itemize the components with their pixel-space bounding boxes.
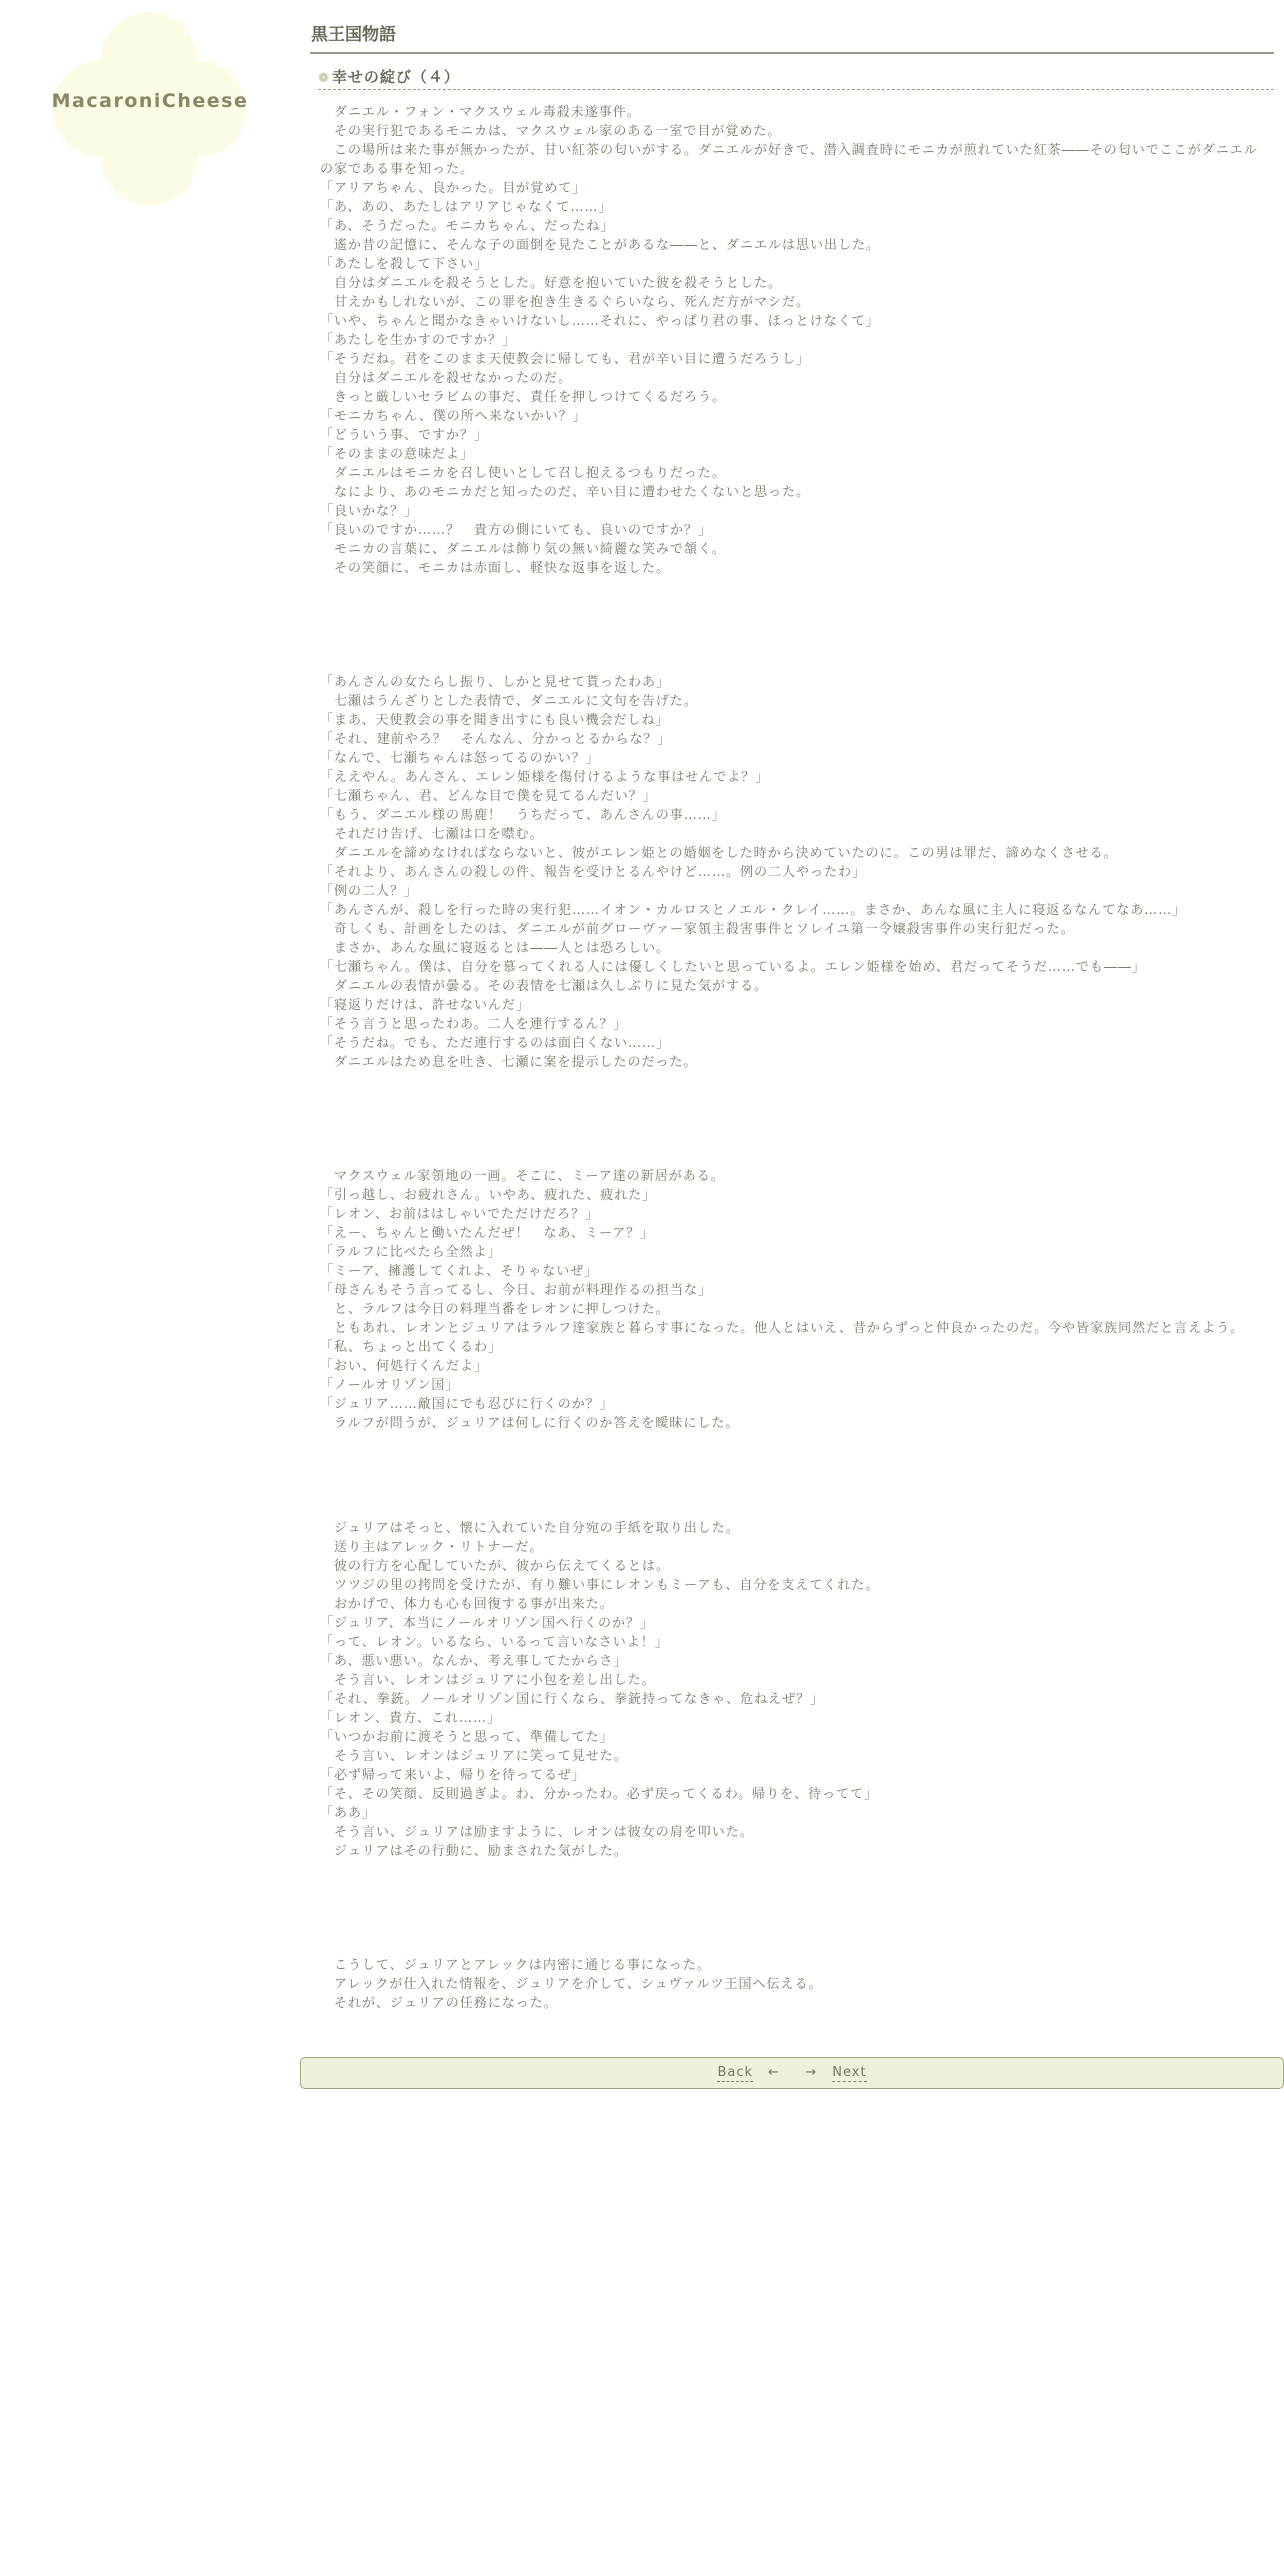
story-line: 「まあ、天使教会の事を聞き出すにも良い機会だしね」 [320, 713, 670, 728]
story-line: 「えー、ちゃんと働いたんだぜ！ なあ、ミーア？」 [320, 1226, 655, 1241]
story-line: ツツジの里の拷問を受けたが、有り難い事にレオンもミーアも、自分を支えてくれた。 [320, 1578, 880, 1593]
story-line: 「レオン、貴方、これ……」 [320, 1711, 501, 1726]
story-line: ダニエルはため息を吐き、七瀬に案を提示したのだった。 [320, 1055, 698, 1070]
story-line: 「良いかな？」 [320, 504, 419, 519]
story-line: その笑顔に、モニカは赤面し、軽快な返事を返した。 [320, 561, 671, 576]
story-line: ダニエルの表情が曇る。その表情を七瀬は久しぶりに見た気がする。 [320, 979, 769, 994]
story-line: その実行犯であるモニカは、マクスウェル家のある一室で目が覚めた。 [320, 124, 782, 139]
story-line: そう言い、ジュリアは励ますように、レオンは彼女の肩を叩いた。 [320, 1825, 754, 1840]
story-line: 「ノールオリゾン国」 [320, 1378, 460, 1393]
story-line: 「レオン、お前ははしゃいでただけだろ？」 [320, 1207, 599, 1222]
story-line: それが、ジュリアの任務になった。 [320, 1996, 558, 2011]
story-line: 「それ、拳銃。ノールオリゾン国に行くなら、拳銃持ってなきゃ、危ねえぜ？」 [320, 1692, 825, 1707]
story-line: 「いや、ちゃんと聞かなきゃいけないし……それに、やっぱり君の事、ほっとけなくて」 [320, 314, 880, 329]
story-line: 「ジュリア、本当にノールオリゾン国へ行くのか？」 [320, 1616, 655, 1631]
story-line: 「必ず帰って来いよ、帰りを待ってるぜ」 [320, 1768, 586, 1783]
story-line: ジュリアはそっと、懐に入れていた自分宛の手紙を取り出した。 [320, 1521, 740, 1536]
story-line: 「例の二人？」 [320, 884, 419, 899]
story-line: 「いつかお前に渡そうと思って、準備してた」 [320, 1730, 614, 1745]
story-line: と、ラルフは今日の料理当番をレオンに押しつけた。 [320, 1302, 670, 1317]
story-line: 「ええやん。あんさん、エレン姫様を傷付けるような事はせんでよ？」 [320, 770, 770, 785]
story-line: ダニエルはモニカを召し使いとして召し抱えるつもりだった。 [320, 466, 726, 481]
story-line: こうして、ジュリアとアレックは内密に通じる事になった。 [320, 1958, 711, 1973]
story-line: 「あ、そうだった。モニカちゃん、だったね」 [320, 219, 615, 234]
story-line: 「ジュリア……敵国にでも忍びに行くのか？」 [320, 1397, 614, 1412]
story-line: 「寝返りだけは、許せないんだ」 [320, 998, 531, 1013]
story-line: ラルフが問うが、ジュリアは何しに行くのか答えを曖昧にした。 [320, 1416, 740, 1431]
section-break [320, 1433, 1266, 1519]
story-line: 甘えかもしれないが、この罪を抱き生きるぐらいなら、死んだ方がマシだ。 [320, 295, 811, 310]
story-line: 「良いのですか……？ 貴方の側にいても、良いのですか？」 [320, 523, 713, 538]
story-line: 「あ、あの、あたしはアリアじゃなくて……」 [320, 200, 613, 215]
story-line: 「ラルフに比べたら全然よ」 [320, 1245, 502, 1260]
story-line: 「あんさんの女たらし振り、しかと見せて貰ったわあ」 [320, 675, 671, 690]
story-line: 彼の行方を心配していたが、彼から伝えてくるとは。 [320, 1559, 671, 1574]
story-line: 自分はダニエルを殺せなかったのだ。 [320, 371, 573, 386]
chapter-title [318, 66, 1274, 90]
story-line: 「そのままの意味だよ」 [320, 447, 475, 462]
story-line: 「それより、あんさんの殺しの件、報告を受けとるんやけど……。例の二人やったわ」 [320, 865, 867, 880]
site-title: 黒王国物語 [310, 24, 1274, 54]
story-line: 「なんで、七瀬ちゃんは怒ってるのかい？」 [320, 751, 600, 766]
story-line: 「ああ」 [320, 1806, 377, 1821]
story-line: ダニエルを諦めなければならないと、彼がエレン姫との婚姻をした時から決めていたのに。この男は罪だ、諦めなくさせる。 [320, 846, 1118, 861]
story-line: モニカの言葉に、ダニエルは飾り気の無い綺麗な笑みで頷く。 [320, 542, 726, 557]
story-line: この場所は来た事が無かったが、甘い紅茶の匂いがする。ダニエルが好きで、潜入調査時にモニカが煎れていた紅茶――その匂いでここがダニエルの家である事を知った。 [320, 143, 1258, 177]
story-line: 「そ、その笑顔、反則過ぎよ。わ、分かったわ。必ず戻ってくるわ。帰りを、待ってて」 [320, 1787, 879, 1802]
story-line: 「ミーア、擁護してくれよ、そりゃないぜ」 [320, 1264, 599, 1279]
story-line: 「母さんもそう言ってるし、今日、お前が料理作るの担当な」 [320, 1283, 713, 1298]
site-logo[interactable]: MacaroniCheese [51, 90, 249, 112]
story-line: そう言い、レオンはジュリアに笑って見せた。 [320, 1749, 628, 1764]
next-link[interactable]: Next [832, 2065, 867, 2080]
story-line: それだけ告げ、七瀬は口を噤む。 [320, 827, 544, 842]
story-line: 「あたしを殺して下さい」 [320, 257, 489, 272]
story-line: 「もう、ダニエル様の馬鹿！ うちだって、あんさんの事……」 [320, 808, 726, 823]
story-line: おかげで、体力も心も回復する事が出来た。 [320, 1597, 614, 1612]
story-line: マクスウェル家領地の一画。そこに、ミーア達の新居がある。 [320, 1169, 725, 1184]
story-line: 「そう言うと思ったわあ。二人を連行するん？」 [320, 1017, 628, 1032]
story-line: 奇しくも、計画をしたのは、ダニエルが前グローヴァー家領主殺害事件とソレイユ第一令嬢殺害事件の実行犯だった。 [320, 922, 1075, 937]
story-line: ともあれ、レオンとジュリアはラルフ達家族と暮らす事になった。他人とはいえ、昔からずっと仲良かったのだ。今や皆家族同然だと言えよう。 [320, 1321, 1245, 1336]
section-break [320, 1072, 1266, 1167]
story-line: 「そうだね。でも、ただ連行するのは面白くない……」 [320, 1036, 671, 1051]
story-line: ジュリアはその行動に、励まされた気がした。 [320, 1844, 628, 1859]
page-navigation [300, 2057, 1284, 2089]
story-line: まさか、あんな風に寝返るとは――人とは恐ろしい。 [320, 941, 671, 956]
story-line: 「あ、悪い悪い。なんか、考え事してたからさ」 [320, 1654, 628, 1669]
story-line: 「あんさんが、殺しを行った時の実行犯……イオン・カルロスとノエル・クレイ……。まさか、あんな風に主人に寝返るなんてなあ……」 [320, 903, 1187, 918]
section-break [320, 1861, 1266, 1956]
story-line: 「アリアちゃん、良かった。目が覚めて」 [320, 181, 587, 196]
story-line: 遙か昔の記憶に、そんな子の面倒を見たことがあるな――と、ダニエルは思い出した。 [320, 238, 881, 253]
story-line: 「って、レオン。いるなら、いるって言いなさいよ！」 [320, 1635, 669, 1650]
story-line: ダニエル・フォン・マクスウェル毒殺未遂事件。 [320, 105, 641, 120]
story-line: なにより、あのモニカだと知ったのだ、辛い目に遭わせたくないと思った。 [320, 485, 811, 500]
story-body [320, 103, 1266, 2013]
story-line: 送り主はアレック・リトナーだ。 [320, 1540, 544, 1555]
flower-bullet-icon: ❁ [318, 71, 330, 86]
story-line: そう言い、レオンはジュリアに小包を差し出した。 [320, 1673, 656, 1688]
next-arrow: → [805, 2065, 818, 2080]
story-line: 「私、ちょっと出てくるわ」 [320, 1340, 503, 1355]
back-link[interactable]: Back [717, 2065, 754, 2080]
section-break [320, 578, 1266, 673]
story-line: 自分はダニエルを殺そうとした。好意を抱いていた彼を殺そうとした。 [320, 276, 783, 291]
story-line: 七瀬はうんざりとした表情で、ダニエルに文句を告げた。 [320, 694, 698, 709]
story-line: 「あたしを生かすのですか？」 [320, 333, 517, 348]
story-line: 「七瀬ちゃん。僕は、自分を慕ってくれる人には優しくしたいと思っているよ。エレン姫様を始め、君だってそうだ……でも――」 [320, 960, 1146, 975]
story-line: 「それ、建前やろ？ そんなん、分かっとるからな？」 [320, 732, 672, 747]
story-line: きっと厳しいセラビムの事だ、責任を押しつけてくるだろう。 [320, 390, 727, 405]
story-line: 「モニカちゃん、僕の所へ来ないかい？」 [320, 409, 587, 424]
sidebar [0, 0, 300, 260]
story-line: アレックが仕入れた情報を、ジュリアを介して、シュヴァルツ王国へ伝える。 [320, 1977, 823, 1992]
story-line: 「七瀬ちゃん、君、どんな目で僕を見てるんだい？」 [320, 789, 657, 804]
story-line: 「そうだね。君をこのまま天使教会に帰しても、君が辛い目に遭うだろうし」 [320, 352, 811, 367]
story-line: 「どういう事、ですか？」 [320, 428, 489, 443]
story-line: 「おい、何処行くんだよ」 [320, 1359, 489, 1374]
story-line: 「引っ越し、お疲れさん。いやあ、疲れた、疲れた」 [320, 1188, 657, 1203]
back-arrow: ← [768, 2065, 781, 2080]
chapter-title-text: 幸せの綻び（４） [331, 68, 460, 86]
